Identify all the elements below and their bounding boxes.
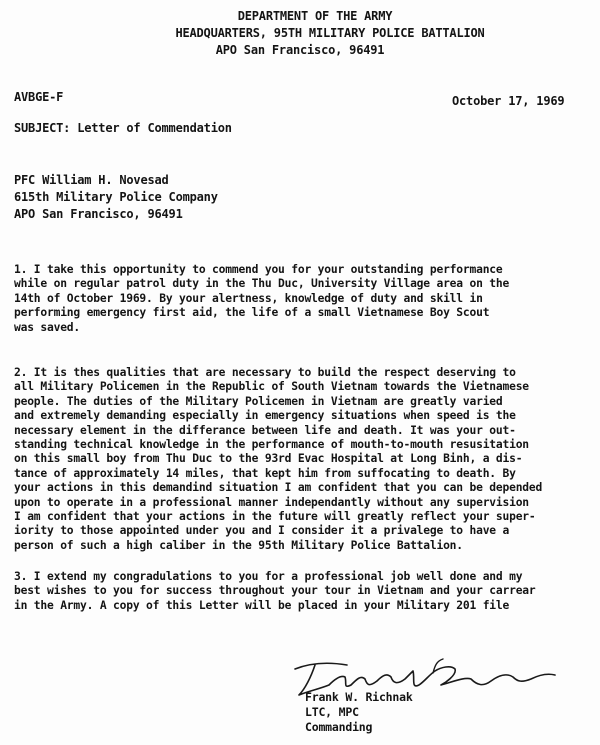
signature-block xyxy=(305,690,413,735)
paragraph-line: I am confident that your actions in the future will greatly reflect your super- xyxy=(14,510,536,524)
subject-line: SUBJECT: Letter of Commendation xyxy=(14,121,232,135)
letterhead xyxy=(0,8,600,59)
paragraph-line: 1. I take this opportunity to commend you for your outstanding performance xyxy=(14,263,503,276)
paragraph-line: and extremely demanding especially in emergency situations when speed is the xyxy=(14,409,516,423)
addressee-block xyxy=(14,172,218,223)
paragraph-line: your actions in this demandind situation I am confident that you can be depended xyxy=(14,481,543,495)
signer-title: Commanding xyxy=(305,720,373,734)
signer-rank: LTC, MPC xyxy=(305,705,359,719)
paragraph-line: tance of approximately 14 miles, that kept him from suffocating to death. By xyxy=(14,466,516,480)
paragraph-line: standing technical knowledge in the performance of mouth-to-mouth resusitation xyxy=(14,438,529,452)
paragraph-line: iority to those appointed under you and I consider it a privalege to have a xyxy=(14,524,510,538)
paragraph-line: in the Army. A copy of this Letter will be placed in your Military 201 file xyxy=(14,598,510,612)
letterhead-headquarters: HEADQUARTERS, 95TH MILITARY POLICE BATTALION xyxy=(175,26,485,40)
paragraph-3 xyxy=(14,570,586,613)
office-symbol: AVBGE-F xyxy=(14,90,64,104)
addressee-address: APO San Francisco, 96491 xyxy=(14,207,183,221)
signer-name: Frank W. Richnak xyxy=(305,690,413,704)
paragraph-line: all Military Policemen in the Republic of South Vietnam towards the Vietnamese xyxy=(14,380,529,394)
letterhead-department: DEPARTMENT OF THE ARMY xyxy=(237,9,393,23)
paragraph-line: 2. It is thes qualities that are necessary to build the respect deserving to xyxy=(14,366,516,379)
letter-date: October 17, 1969 xyxy=(452,94,565,108)
paragraph-line: upon to operate in a professional manner independantly without any supervision xyxy=(14,495,529,509)
addressee-unit: 615th Military Police Company xyxy=(14,190,218,204)
paragraph-2 xyxy=(14,366,586,553)
paragraph-line: was saved. xyxy=(14,320,81,334)
addressee-name: PFC William H. Novesad xyxy=(14,173,169,187)
paragraph-1 xyxy=(14,263,586,335)
paragraph-line: necessary element in the differance between life and death. It was your out- xyxy=(14,423,516,437)
paragraph-line: performing emergency first aid, the life of a small Vietnamese Boy Scout xyxy=(14,306,490,320)
paragraph-line: 3. I extend my congradulations to you for a professional job well done and my xyxy=(14,570,523,583)
paragraph-line: best wishes to you for success throughout your tour in Vietnam and your carrear xyxy=(14,584,536,598)
paragraph-line: person of such a high caliber in the 95th Military Police Battalion. xyxy=(14,538,463,552)
paragraph-line: on this small boy from Thu Duc to the 93rd Evac Hospital at Long Binh, a dis- xyxy=(14,452,523,466)
paragraph-line: 14th of October 1969. By your alertness, knowledge of duty and skill in xyxy=(14,291,483,305)
paragraph-line: while on regular patrol duty in the Thu Duc, University Village area on the xyxy=(14,277,510,291)
letterhead-address: APO San Francisco, 96491 xyxy=(215,43,385,57)
paragraph-line: people. The duties of the Military Policemen in Vietnam are greatly varied xyxy=(14,394,503,408)
